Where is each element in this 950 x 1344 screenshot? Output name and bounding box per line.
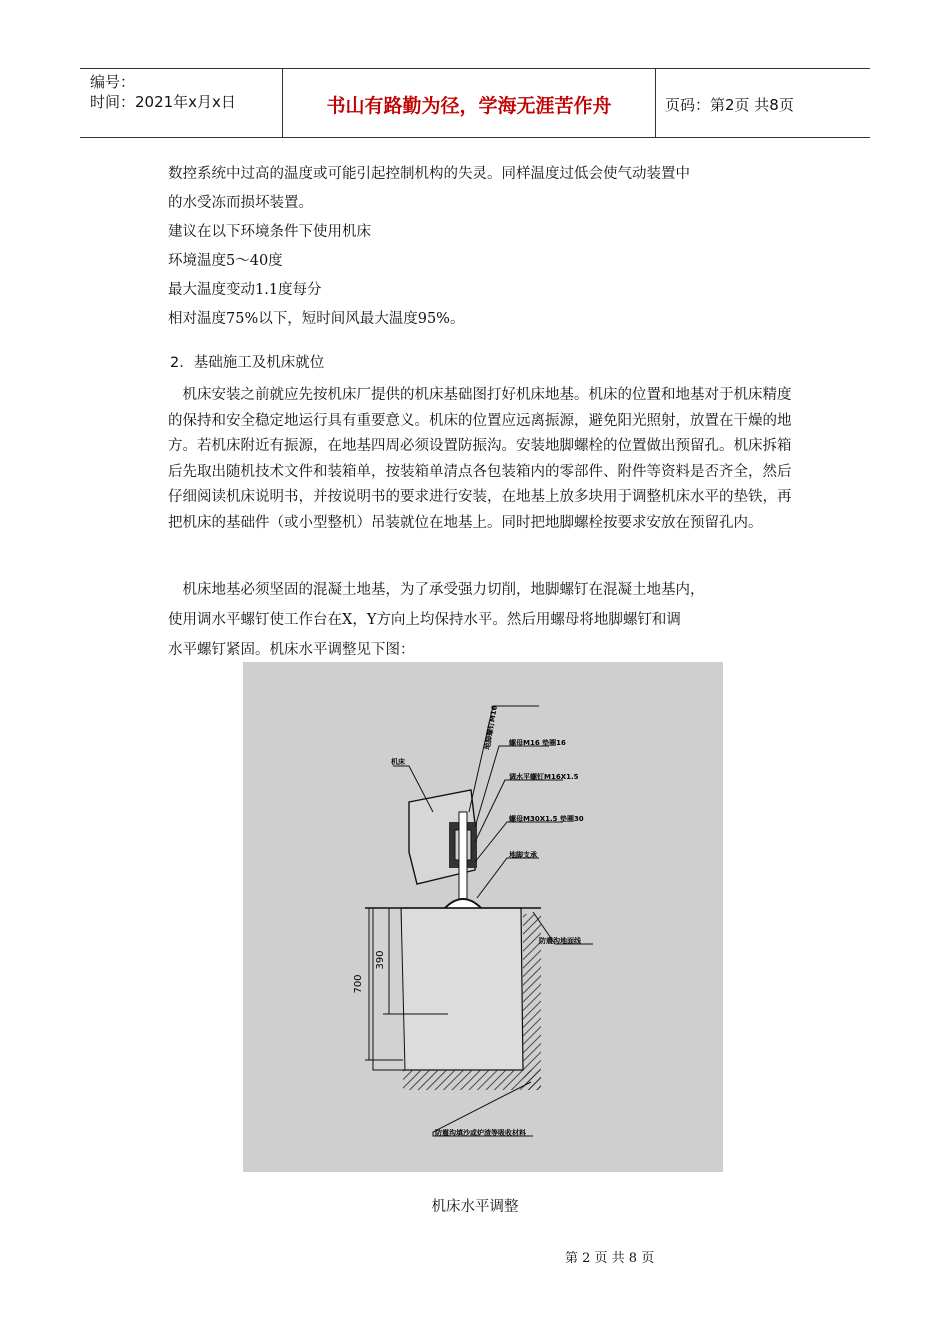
dim-total-label: 700	[353, 974, 364, 994]
label-level-screw: 调水平螺钉M16X1.5	[509, 773, 579, 781]
label-bolt: 地脚螺钉M16	[483, 704, 499, 751]
leader-line	[477, 858, 539, 898]
body-line: 数控系统中过高的温度或可能引起控制机构的失灵。同样温度过低会使气动装置中	[168, 166, 690, 182]
body-line: 环境温度5～40度	[168, 253, 283, 269]
body-line: 机床地基必须坚固的混凝土地基，为了承受强力切削，地脚螺钉在混凝土地基内，	[168, 582, 705, 598]
body-line: 的水受冻而损坏装置。	[168, 195, 313, 211]
label-nut2: 螺母M30X1.5 垫圈30	[509, 815, 584, 823]
header-motto-cell	[282, 69, 656, 137]
leveling-figure	[243, 662, 723, 1172]
header-page-number: 页码：第2页 共8页	[665, 96, 794, 114]
doc-code: 编号：	[90, 73, 136, 91]
label-filler: 防震沟填沙或炉渣等吸收材料	[435, 1129, 526, 1137]
body-line: 水平螺钉紧固。机床水平调整见下图：	[168, 642, 415, 658]
label-bed: 机床	[391, 758, 405, 766]
body-line: 建议在以下环境条件下使用机床	[168, 224, 371, 240]
page-footer: 第 2 页 共 8 页	[565, 1251, 655, 1266]
leader-line	[433, 1082, 533, 1136]
leveling-diagram	[243, 662, 723, 1172]
label-support: 地脚支承	[509, 851, 537, 859]
anchor-bolt	[459, 812, 467, 912]
body-line: 相对温度75%以下，短时间风最大温度95%。	[168, 311, 465, 327]
page-header	[80, 68, 870, 138]
dim-depth-label: 390	[375, 950, 386, 970]
figure-caption: 机床水平调整	[431, 1199, 519, 1215]
concrete-foundation	[401, 908, 523, 1070]
header-left-cell	[80, 69, 282, 137]
motto: 书山有路勤为径，学海无涯苦作舟	[326, 95, 612, 117]
leader-line	[475, 780, 563, 842]
body-line: 使用调水平螺钉使工作台在X，Y方向上均保持水平。然后用螺母将地脚螺钉和调	[168, 612, 681, 628]
label-nut: 螺母M16 垫圈16	[509, 739, 566, 747]
body-line: 最大温度变动1.1度每分	[168, 282, 322, 298]
doc-time: 时间：2021年x月x日	[90, 93, 236, 111]
support-pad	[445, 899, 481, 908]
paragraph-foundation: 机床安装之前就应先按机床厂提供的机床基础图打好机床地基。机床的位置和地基对于机床精度的保持和安全稳定地运行具有重要意义。机床的位置应远离振源，避免阳光照射，放置在干燥的地方。若机床附近有振源，在地基四周必须设置防振沟。安装地脚螺栓的位置做出预留孔。机床拆箱后先取出随机技术文件和装箱单，按装箱单清点各包装箱内的零部件、附件等资料是否齐全，然后仔细阅读机床说明书，并按说明书的要求进行安装，在地基上放多块用于调整机床水平的垫铁，再把机床的基础件（或小型整机）吊装就位在地基上。同时把地脚螺栓按要求安放在预留孔内。	[168, 387, 792, 531]
section-title: 2．基础施工及机床就位	[170, 355, 325, 371]
label-ground: 防震沟地面线	[539, 937, 581, 945]
leader-line	[469, 706, 539, 812]
header-page-cell	[655, 69, 870, 137]
